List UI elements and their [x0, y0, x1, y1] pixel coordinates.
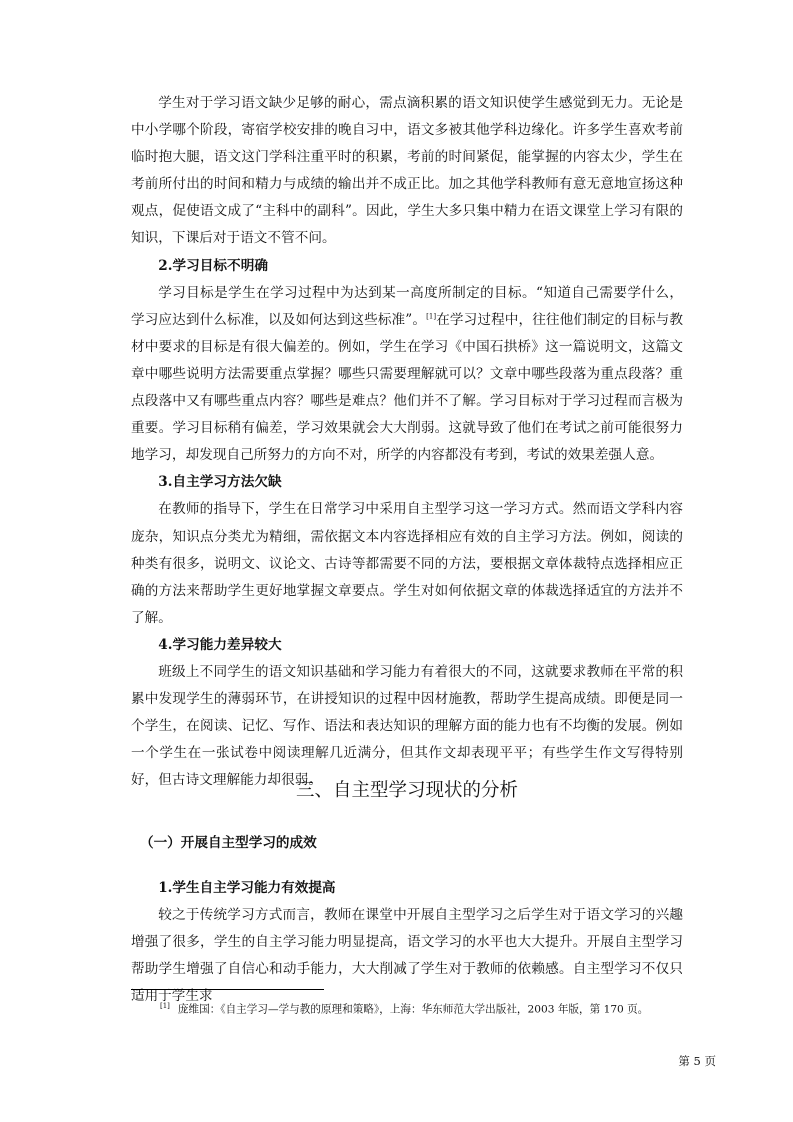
- footnote-text: 庞维国：《自主学习—学与教的原理和策略》，上海：华东师范大学出版社，2003 年版，第 170 页。: [177, 1003, 649, 1016]
- paragraph-2-part-a: 学习目标是学生在学习过程中为达到某一高度所制定的目标。“知道自己需要学什么，学习应达到什么标准，以及如何达到这些标准”。: [131, 284, 683, 328]
- section-title: 三、自主型学习现状的分析: [295, 780, 518, 801]
- footnote: [160, 998, 700, 1018]
- heading-2-unclear-goals: 2.学习目标不明确: [158, 257, 268, 274]
- heading-s1-ability-improved: 1.学生自主学习能力有效提高: [158, 880, 336, 896]
- body-text-bottom: [131, 875, 683, 1010]
- page-number: 第 5 页: [678, 1054, 716, 1068]
- paragraph-3: 在教师的指导下，学生在日常学习中采用自主型学习这一学习方式。然而语文学科内容庞杂，知识点分类尤为精细，需依据文本内容选择相应有效的自主学习方法。例如，阅读的种类有很多，说明文、议论文、古诗等都需要不同的方法，要根据文章体裁特点选择相应正确的方法来帮助学生更好地掌握文章要点。学生对如何依据文章的体裁选择适宜的方法并不了解。: [131, 501, 683, 626]
- citation-ref-1[interactable]: [1]: [426, 312, 437, 321]
- paragraph-1: 学生对于学习语文缺少足够的耐心，需点滴积累的语文知识使学生感觉到无力。无论是中小学哪个阶段，寄宿学校安排的晚自习中，语文多被其他学科边缘化。许多学生喜欢考前临时抱大腿，语文这门学科注重平时的积累，考前的时间紧促，能掌握的内容太少，学生在考前所付出的时间和精力与成绩的输出并不成正比。加之其他学科教师有意无意地宣扬这种观点，促使语文成了“主科中的副科”。因此，学生大多只集中精力在语文课堂上学习有限的知识，下课后对于语文不管不问。: [131, 95, 683, 247]
- body-text-top: [131, 90, 683, 794]
- footnote-divider: [131, 989, 324, 990]
- subsection-title: （一）开展自主型学习的成效: [140, 835, 317, 851]
- paragraph-2: [131, 280, 683, 470]
- paragraph-2-part-b: 在学习过程中，往往他们制定的目标与教材中要求的目标是有很大偏差的。例如，学生在学习《中国石拱桥》这一篇说明文，这篇文章中哪些说明方法需要重点掌握？哪些只需要理解就可以？文章中哪些段落为重点段落？重点段落中又有哪些重点内容？哪些是难点？他们并不了解。学习目标对于学习过程而言极为重要。学习目标稍有偏差，学习效果就会大大削弱。这就导致了他们在考试之前可能很努力地学习，却发现自己所努力的方向不对，所学的内容都没有考到，考试的效果差强人意。: [131, 311, 683, 464]
- heading-4-ability-gap: 4.学习能力差异较大: [158, 636, 282, 653]
- paragraph-4: 班级上不同学生的语文知识基础和学习能力有着很大的不同，这就要求教师在平常的积累中发现学生的薄弱环节，在讲授知识的过程中因材施教，帮助学生提高成绩。即便是同一个学生，在阅读、记忆、写作、语法和表达知识的理解方面的能力也有不均衡的发展。例如一个学生在一张试卷中阅读理解几近满分，但其作文却表现平平；有些学生作文写得特别好，但古诗文理解能力却很弱。: [131, 663, 683, 789]
- heading-3-method-lacking: 3.自主学习方法欠缺: [158, 474, 282, 491]
- paragraph-s1: 较之于传统学习方式而言，教师在课堂中开展自主型学习之后学生对于语文学习的兴趣增强了很多，学生的自主学习能力明显提高，语文学习的水平也大大提升。开展自主型学习帮助学生增强了自信心和动手能力，大大削减了学生对于教师的依赖感。自主型学习不仅只适用于学生求: [131, 907, 683, 1005]
- footnote-mark: [1]: [160, 1002, 170, 1010]
